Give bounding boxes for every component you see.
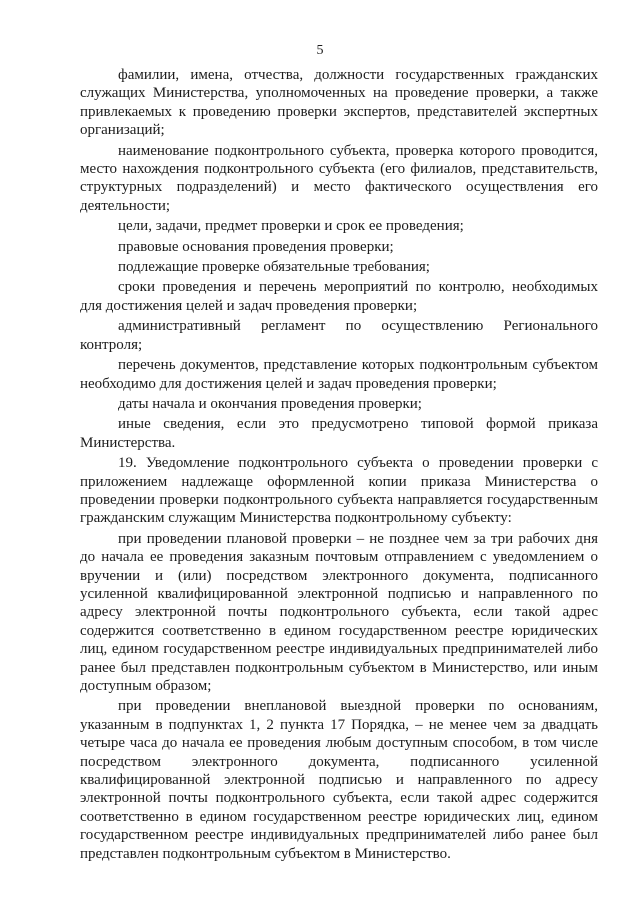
paragraph-planned-inspection: при проведении плановой проверки – не позднее чем за три рабочих дня до начала ее проведения заказным почтовым отправлением с уведомлением о вручении и (или) посредством электронного документа, подписанного усиленной квалифицированной электронной подписью и направленного по адресу электронной почты подконтрольного субъекта, если такой адрес содержится соответственно в едином государственном реестре юридических лиц, едином государственном реестре индивидуальных предпринимателей либо ранее был представлен подконтрольным субъектом в Министерство, или иным доступным образом; <box>80 530 598 694</box>
paragraph-legal-grounds: правовые основания проведения проверки; <box>118 238 394 255</box>
paragraph-regulation: административный регламент по осуществлению Регионального контроля; <box>80 318 598 353</box>
paragraph-requirements: подлежащие проверке обязательные требования; <box>118 259 430 276</box>
paragraph-dates: даты начала и окончания проведения проверки; <box>118 395 422 412</box>
paragraph-other-info: иные сведения, если это предусмотрено типовой формой приказа Министерства. <box>80 416 598 451</box>
paragraph-documents-list: перечень документов, представление которых подконтрольным субъектом необходимо для достижения целей и задач проведения проверки; <box>80 357 598 392</box>
paragraph-unplanned-inspection: при проведении внеплановой выездной проверки по основаниям, указанным в подпунктах 1, 2 пункта 17 Порядка, – не менее чем за двадцать четыре часа до начала ее проведения любым доступным способом, в том числе посредством электронного документа, подписанного усиленной квалифицированной электронной подписью и направленного по адресу электронной почты подконтрольного субъекта, если такой адрес содержится соответственно в едином государственном реестре юридических лиц, едином государственном реестре индивидуальных предпринимателей либо ранее был представлен подконтрольным субъектом в Министерство. <box>80 698 598 862</box>
page-number: 5 <box>316 43 324 58</box>
paragraph-deadlines: сроки проведения и перечень мероприятий по контролю, необходимых для достижения целей и задач проведения проверки; <box>80 279 598 314</box>
paragraph-goals: цели, задачи, предмет проверки и срок ее проведения; <box>118 218 464 235</box>
paragraph-inspectors: фамилии, имена, отчества, должности государственных гражданских служащих Министерства, уполномоченных на проведение проверки, а также привлекаемых к проведению проверки экспертов, представителей экспертных организаций; <box>80 67 598 139</box>
paragraph-section-19: 19. Уведомление подконтрольного субъекта о проведении проверки с приложением надлежаще оформленной копии приказа Министерства о проведении проверки подконтрольного субъекта направляется государственным гражданским служащим Министерства подконтрольному субъекту: <box>80 455 598 527</box>
document-body <box>80 66 598 863</box>
paragraph-subject-name: наименование подконтрольного субъекта, проверка которого проводится, место нахождения подконтрольного субъекта (его филиалов, представительств, структурных подразделений) и место фактического осуществления его деятельности; <box>80 142 598 214</box>
